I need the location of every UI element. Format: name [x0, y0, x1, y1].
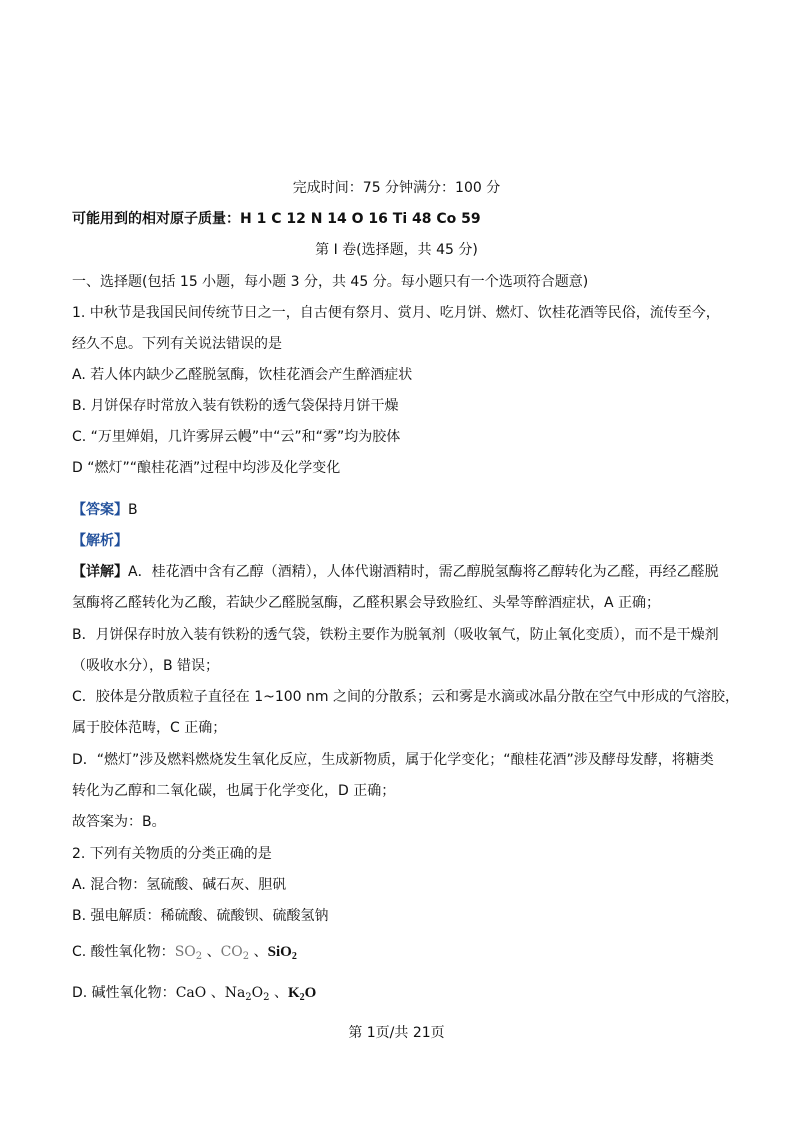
formula-sio2: SiO$_2$ — [267, 944, 297, 962]
answer-tag: 【答案】 — [72, 502, 128, 518]
q1-option-a: A. 若人体内缺少乙醛脱氢酶，饮桂花酒会产生醉酒症状 — [72, 367, 413, 383]
q1-stem-line2: 经久不息。下列有关说法错误的是 — [72, 336, 282, 352]
formula-k2o: $K_2O$ — [287, 985, 317, 1003]
q2-stem: 2. 下列有关物质的分类正确的是 — [72, 846, 272, 862]
exam-time-score: 完成时间：75 分钟满分：100 分 — [292, 180, 501, 196]
q1-answer — [72, 500, 723, 520]
page-footer: 第 1页/共 21页 — [348, 1025, 445, 1041]
q1-detail-line4: （吸收水分），B 错误； — [72, 658, 220, 674]
q1-detail-line5: C．胶体是分散质粒子直径在 1~100 nm 之间的分散系；云和雾是水滴或冰晶分散在空气中形成的气溶胶， — [72, 689, 739, 705]
q1-option-b: B. 月饼保存时常放入装有铁粉的透气袋保持月饼干燥 — [72, 398, 399, 414]
q1-detail-line3: B．月饼保存时放入装有铁粉的透气袋，铁粉主要作为脱氧剂（吸收氧气，防止氧化变质），而不是干燥剂 — [72, 627, 719, 643]
section-intro: 一、选择题(包括 15 小题，每小题 3 分，共 45 分。每小题只有一个选项符合题意) — [72, 274, 589, 290]
q1-detail-line7: D．“燃灯”涉及燃料燃烧发生氧化反应，生成新物质，属于化学变化；“酿桂花酒”涉及酵母发酵，将糖类 — [72, 752, 714, 768]
q2-option-b: B. 强电解质：稀硫酸、硫酸钡、硫酸氢钠 — [72, 908, 329, 924]
detail-text-1: A．桂花酒中含有乙醇（酒精），人体代谢酒精时，需乙醇脱氢酶将乙醇转化为乙醛，再经乙醛脱 — [128, 564, 719, 580]
analysis-tag: 【解析】 — [72, 533, 128, 549]
q1-option-d: D “燃灯”“酿桂花酒”过程中均涉及化学变化 — [72, 460, 341, 476]
q2-option-c-label: C. 酸性氧化物： — [72, 944, 175, 960]
formula-co2: $CO_2$ — [220, 944, 250, 962]
q2-option-d-label: D. 碱性氧化物： — [72, 985, 176, 1001]
answer-value: B — [128, 502, 138, 518]
formula-cao: CaO — [175, 985, 207, 1001]
formula-na2o2: $Na_2O_2$ — [224, 985, 270, 1003]
q1-detail-line8: 转化为乙醇和二氧化碳，也属于化学变化，D 正确； — [72, 783, 396, 799]
q1-analysis — [72, 531, 723, 551]
sep-4: 、 — [273, 985, 288, 1001]
detail-tag: 【详解】 — [72, 564, 128, 580]
sep-1: 、 — [206, 944, 221, 960]
formula-so2: $SO_2$ — [174, 944, 203, 962]
q1-stem-line1: 1. 中秋节是我国民间传统节日之一，自古便有祭月、赏月、吃月饼、燃灯、饮桂花酒等民俗，流传至今， — [72, 305, 720, 321]
q2-option-d — [72, 983, 723, 1008]
sep-2: 、 — [253, 944, 268, 960]
q1-detail-line6: 属于胶体范畴，C 正确； — [72, 720, 227, 736]
atomic-mass-line: 可能用到的相对原子质量：H 1 C 12 N 14 O 16 Ti 48 Co 59 — [72, 211, 481, 227]
q1-detail-line1 — [72, 562, 723, 582]
sep-3: 、 — [210, 985, 225, 1001]
q1-option-c: C. “万里婵娟，几许雾屏云幔”中“云”和“雾”均为胶体 — [72, 429, 401, 445]
section-title: 第 I 卷(选择题，共 45 分) — [315, 242, 478, 258]
q1-conclusion: 故答案为：B。 — [72, 814, 166, 830]
q2-option-c — [72, 942, 723, 967]
q1-detail-line2: 氢酶将乙醛转化为乙酸，若缺少乙醛脱氢酶，乙醛积累会导致脸红、头晕等醉酒症状，A 正确； — [72, 595, 661, 611]
q2-option-a: A. 混合物：氢硫酸、碱石灰、胆矾 — [72, 877, 287, 893]
